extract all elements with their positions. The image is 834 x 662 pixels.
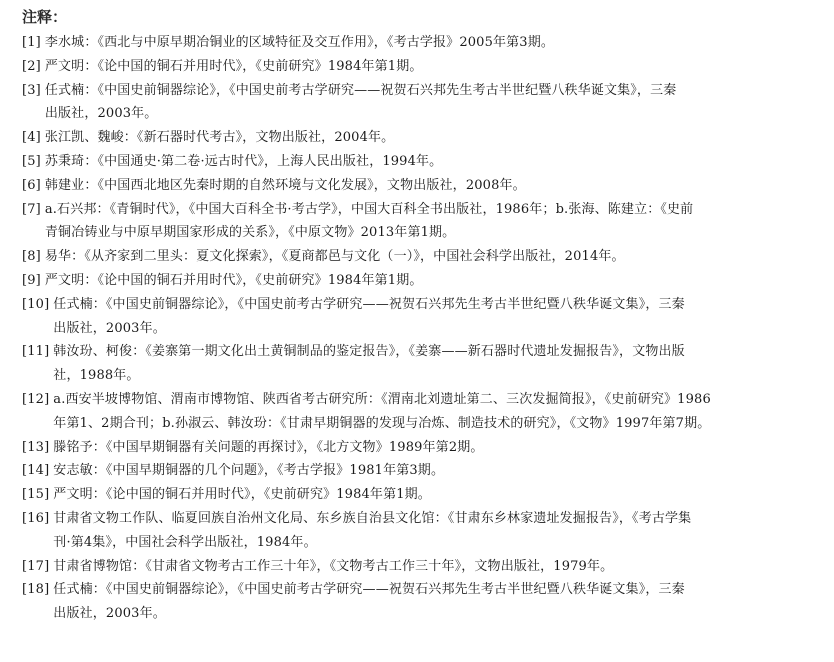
reference-item xyxy=(22,459,818,483)
reference-item xyxy=(22,293,818,341)
reference-line: 年第1、2期合刊；b.孙淑云、韩汝玢：《甘肃早期铜器的发现与冶炼、制造技术的研究》，《文物》1997年第7期。 xyxy=(53,415,711,431)
reference-number: [18] xyxy=(22,582,50,598)
reference-line: 青铜冶铸业与中原早期国家形成的关系》，《中原文物》2013年第1期。 xyxy=(44,225,456,241)
reference-number: [1] xyxy=(22,35,41,50)
reference-line: 出版社，2003年。 xyxy=(44,106,158,122)
reference-text xyxy=(53,340,818,388)
reference-line: 社，1988年。 xyxy=(53,368,140,384)
reference-number: [14] xyxy=(22,463,50,479)
reference-number: [2] xyxy=(22,58,41,74)
reference-line: 任式楠：《中国史前铜器综论》，《中国史前考古学研究——祝贺石兴邦先生考古半世纪暨八秩华诞文集》，三秦 xyxy=(53,582,685,598)
reference-text xyxy=(53,459,818,483)
reference-line: 安志敏：《中国早期铜器的几个问题》，《考古学报》1981年第3期。 xyxy=(53,463,445,479)
reference-number: [11] xyxy=(22,344,50,360)
reference-line: 严文明：《论中国的铜石并用时代》，《史前研究》1984年第1期。 xyxy=(44,272,423,288)
reference-text xyxy=(45,150,818,174)
reference-item xyxy=(22,436,818,460)
reference-line: 韩建业：《中国西北地区先秦时期的自然环境与文化发展》，文物出版社，2008年。 xyxy=(44,177,526,193)
reference-number: [12] xyxy=(22,391,50,407)
reference-text xyxy=(45,245,818,269)
reference-item xyxy=(22,483,818,507)
reference-text xyxy=(45,174,818,198)
reference-text xyxy=(53,483,818,507)
reference-text xyxy=(53,436,818,460)
reference-line: 易华：《从齐家到二里头：夏文化探索》，《夏商都邑与文化（一）》，中国社会科学出版社，2014年。 xyxy=(44,249,625,265)
notes-heading: 注释： xyxy=(22,8,68,26)
reference-number: [17] xyxy=(22,558,50,574)
reference-item xyxy=(22,340,818,388)
reference-item xyxy=(22,555,818,579)
reference-text xyxy=(45,269,818,293)
reference-line: 出版社，2003年。 xyxy=(53,320,166,336)
reference-item xyxy=(22,79,818,127)
reference-item xyxy=(22,174,818,198)
reference-line: 滕铭予：《中国早期铜器有关问题的再探讨》，《北方文物》1989年第2期。 xyxy=(53,439,484,455)
reference-text xyxy=(45,31,818,55)
reference-text xyxy=(45,198,818,246)
reference-number: [13] xyxy=(22,439,50,455)
reference-line: 李水城：《西北与中原早期冶铜业的区域特征及交互作用》，《考古学报》2005年第3期。 xyxy=(44,35,555,50)
reference-item xyxy=(22,31,818,55)
reference-number: [16] xyxy=(22,510,50,526)
reference-text xyxy=(45,55,818,79)
reference-item xyxy=(22,245,818,269)
reference-line: 韩汝玢、柯俊：《姜寨第一期文化出土黄铜制品的鉴定报告》，《姜寨——新石器时代遗址发掘报告》，文物出版 xyxy=(53,344,685,360)
reference-item xyxy=(22,578,818,626)
reference-number: [4] xyxy=(22,130,41,146)
reference-line: 严文明：《论中国的铜石并用时代》，《史前研究》1984年第1期。 xyxy=(53,487,431,503)
reference-line: 苏秉琦：《中国通史·第二卷·远古时代》，上海人民出版社，1994年。 xyxy=(44,153,443,169)
reference-number: [8] xyxy=(22,249,41,265)
reference-item xyxy=(22,55,818,79)
reference-line: a.石兴邦：《青铜时代》，《中国大百科全书·考古学》，中国大百科全书出版社，1986年；b.张海、陈建立：《史前 xyxy=(44,201,694,217)
reference-number: [6] xyxy=(22,177,41,193)
reference-text xyxy=(53,555,818,579)
reference-line: 甘肃省文物工作队、临夏回族自治州文化局、东乡族自治县文化馆：《甘肃东乡林家遗址发掘报告》，《考古学集 xyxy=(53,510,692,526)
reference-number: [7] xyxy=(22,201,41,217)
reference-line: 张江凯、魏峻：《新石器时代考古》，文物出版社，2004年。 xyxy=(44,130,395,146)
reference-item xyxy=(22,507,818,555)
reference-number: [9] xyxy=(22,272,41,288)
reference-number: [10] xyxy=(22,296,50,312)
reference-line: 出版社，2003年。 xyxy=(53,606,166,622)
reference-text xyxy=(53,578,818,626)
reference-item xyxy=(22,269,818,293)
reference-number: [3] xyxy=(22,82,41,98)
reference-item xyxy=(22,126,818,150)
reference-text xyxy=(53,507,818,555)
reference-number: [5] xyxy=(22,153,41,169)
reference-number: [15] xyxy=(22,487,50,503)
reference-text xyxy=(45,79,818,127)
reference-list xyxy=(22,31,818,626)
reference-text xyxy=(53,293,818,341)
reference-item xyxy=(22,388,818,436)
reference-line: 刊·第4集》，中国社会科学出版社，1984年。 xyxy=(53,534,317,550)
reference-line: 严文明：《论中国的铜石并用时代》，《史前研究》1984年第1期。 xyxy=(44,58,423,74)
reference-text xyxy=(53,388,818,436)
reference-line: 任式楠：《中国史前铜器综论》，《中国史前考古学研究——祝贺石兴邦先生考古半世纪暨八秩华诞文集》，三秦 xyxy=(44,82,677,98)
reference-line: 甘肃省博物馆：《甘肃省文物考古工作三十年》，《文物考古工作三十年》，文物出版社，1979年。 xyxy=(53,558,614,574)
reference-item xyxy=(22,150,818,174)
reference-item xyxy=(22,198,818,246)
reference-line: 任式楠：《中国史前铜器综论》，《中国史前考古学研究——祝贺石兴邦先生考古半世纪暨八秩华诞文集》，三秦 xyxy=(53,296,685,312)
reference-text xyxy=(45,126,818,150)
reference-line: a.西安半坡博物馆、渭南市博物馆、陕西省考古研究所：《渭南北刘遗址第二、三次发掘简报》，《史前研究》1986 xyxy=(53,391,711,407)
